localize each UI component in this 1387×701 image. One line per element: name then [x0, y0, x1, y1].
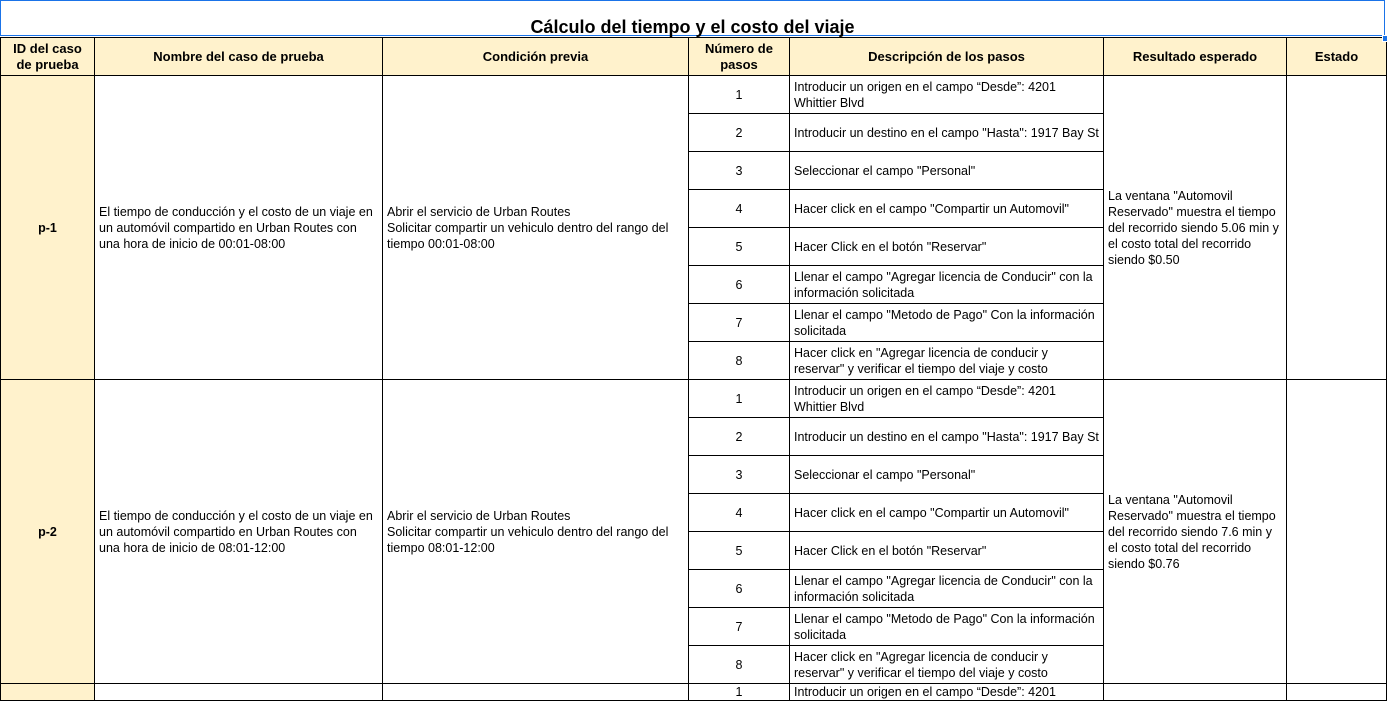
- precondition-cell[interactable]: [383, 76, 689, 380]
- step-number-cell[interactable]: 8: [689, 646, 790, 684]
- step-description-cell[interactable]: Introducir un origen en el campo “Desde”: 4201 Whittier Blvd: [790, 76, 1104, 114]
- status-cell[interactable]: [1287, 76, 1387, 380]
- case-id-cell[interactable]: p-2: [1, 380, 95, 684]
- table-row-partial: [1, 684, 1387, 701]
- step-description-cell[interactable]: Hacer click en "Agregar licencia de conducir y reservar" y verificar el tiempo del viaje y costo: [790, 646, 1104, 684]
- step-number-cell[interactable]: 3: [689, 152, 790, 190]
- header-status[interactable]: Estado: [1287, 38, 1387, 76]
- step-number-text: 1: [735, 685, 743, 699]
- table-row: [1, 380, 1387, 418]
- step-description-cell[interactable]: Hacer Click en el botón "Reservar": [790, 228, 1104, 266]
- case-id-cell[interactable]: p-1: [1, 76, 95, 380]
- step-description-cell[interactable]: Llenar el campo "Agregar licencia de Conducir" con la información solicitada: [790, 570, 1104, 608]
- status-cell[interactable]: [1287, 684, 1387, 701]
- step-number-cell[interactable]: 7: [689, 304, 790, 342]
- step-description-cell[interactable]: Seleccionar el campo "Personal": [790, 456, 1104, 494]
- selection-handle[interactable]: [1382, 35, 1387, 42]
- step-number-cell[interactable]: 2: [689, 418, 790, 456]
- header-steps[interactable]: Descripción de los pasos: [790, 38, 1104, 76]
- expected-result-cell[interactable]: [1104, 684, 1287, 701]
- step-number-cell[interactable]: 4: [689, 494, 790, 532]
- header-row: [1, 38, 1387, 76]
- step-description-cell[interactable]: Hacer Click en el botón "Reservar": [790, 532, 1104, 570]
- step-description-cell[interactable]: Hacer click en "Agregar licencia de conducir y reservar" y verificar el tiempo del viaje y costo: [790, 342, 1104, 380]
- case-id-cell[interactable]: [1, 684, 95, 701]
- table-row: [1, 76, 1387, 114]
- step-number-cell[interactable]: 8: [689, 342, 790, 380]
- step-number-cell[interactable]: 2: [689, 114, 790, 152]
- precondition-cell[interactable]: [383, 380, 689, 684]
- step-description-text: Introducir un origen en el campo “Desde”: 4201: [794, 685, 1056, 699]
- step-description-cell[interactable]: Seleccionar el campo "Personal": [790, 152, 1104, 190]
- step-description-cell[interactable]: Llenar el campo "Agregar licencia de Conducir" con la información solicitada: [790, 266, 1104, 304]
- step-number-cell[interactable]: 6: [689, 570, 790, 608]
- step-description-cell[interactable]: Hacer click en el campo "Compartir un Automovil": [790, 190, 1104, 228]
- step-description-cell[interactable]: Introducir un destino en el campo "Hasta": 1917 Bay St: [790, 418, 1104, 456]
- expected-result-cell[interactable]: La ventana "Automovil Reservado" muestra el tiempo del recorrido siendo 7.6 min y el costo total del recorrido siendo $0.76: [1104, 380, 1287, 684]
- step-description-cell[interactable]: Introducir un origen en el campo “Desde”: 4201 Whittier Blvd: [790, 380, 1104, 418]
- step-number-cell[interactable]: 3: [689, 456, 790, 494]
- header-step-count[interactable]: Número de pasos: [689, 38, 790, 76]
- precondition-line: Solicitar compartir un vehiculo dentro del rango del tiempo 00:01-08:00: [387, 220, 669, 251]
- precondition-line: Solicitar compartir un vehiculo dentro del rango del tiempo 08:01-12:00: [387, 524, 669, 555]
- header-id[interactable]: ID del caso de prueba: [1, 38, 95, 76]
- header-precondition[interactable]: Condición previa: [383, 38, 689, 76]
- expected-result-cell[interactable]: La ventana "Automovil Reservado" muestra el tiempo del recorrido siendo 5.06 min y el costo total del recorrido siendo $0.50: [1104, 76, 1287, 380]
- step-number-cell[interactable]: 6: [689, 266, 790, 304]
- step-description-cell[interactable]: Llenar el campo "Metodo de Pago" Con la información solicitada: [790, 304, 1104, 342]
- step-number-cell[interactable]: 7: [689, 608, 790, 646]
- case-name-cell[interactable]: El tiempo de conducción y el costo de un viaje en un automóvil compartido en Urban Routes con una hora de inicio de 00:01-08:00: [95, 76, 383, 380]
- step-description-cell[interactable]: Introducir un destino en el campo "Hasta": 1917 Bay St: [790, 114, 1104, 152]
- step-number-cell[interactable]: 1: [689, 380, 790, 418]
- sheet-title-cell[interactable]: [0, 0, 1385, 36]
- case-name-cell[interactable]: [95, 684, 383, 701]
- precondition-cell[interactable]: [383, 684, 689, 701]
- step-description-cell[interactable]: [790, 684, 1104, 701]
- header-expected[interactable]: Resultado esperado: [1104, 38, 1287, 76]
- step-description-cell[interactable]: Hacer click en el campo "Compartir un Automovil": [790, 494, 1104, 532]
- step-number-cell[interactable]: 1: [689, 76, 790, 114]
- step-description-cell[interactable]: Llenar el campo "Metodo de Pago" Con la información solicitada: [790, 608, 1104, 646]
- step-number-cell[interactable]: [689, 684, 790, 701]
- case-name-cell[interactable]: El tiempo de conducción y el costo de un viaje en un automóvil compartido en Urban Routes con una hora de inicio de 08:01-12:00: [95, 380, 383, 684]
- precondition-line: Abrir el servicio de Urban Routes: [387, 508, 571, 523]
- step-number-cell[interactable]: 4: [689, 190, 790, 228]
- status-cell[interactable]: [1287, 380, 1387, 684]
- step-number-cell[interactable]: 5: [689, 228, 790, 266]
- test-case-table: [0, 37, 1387, 701]
- step-number-cell[interactable]: 5: [689, 532, 790, 570]
- precondition-line: Abrir el servicio de Urban Routes: [387, 204, 571, 219]
- header-name[interactable]: Nombre del caso de prueba: [95, 38, 383, 76]
- sheet-title: Cálculo del tiempo y el costo del viaje: [530, 17, 855, 37]
